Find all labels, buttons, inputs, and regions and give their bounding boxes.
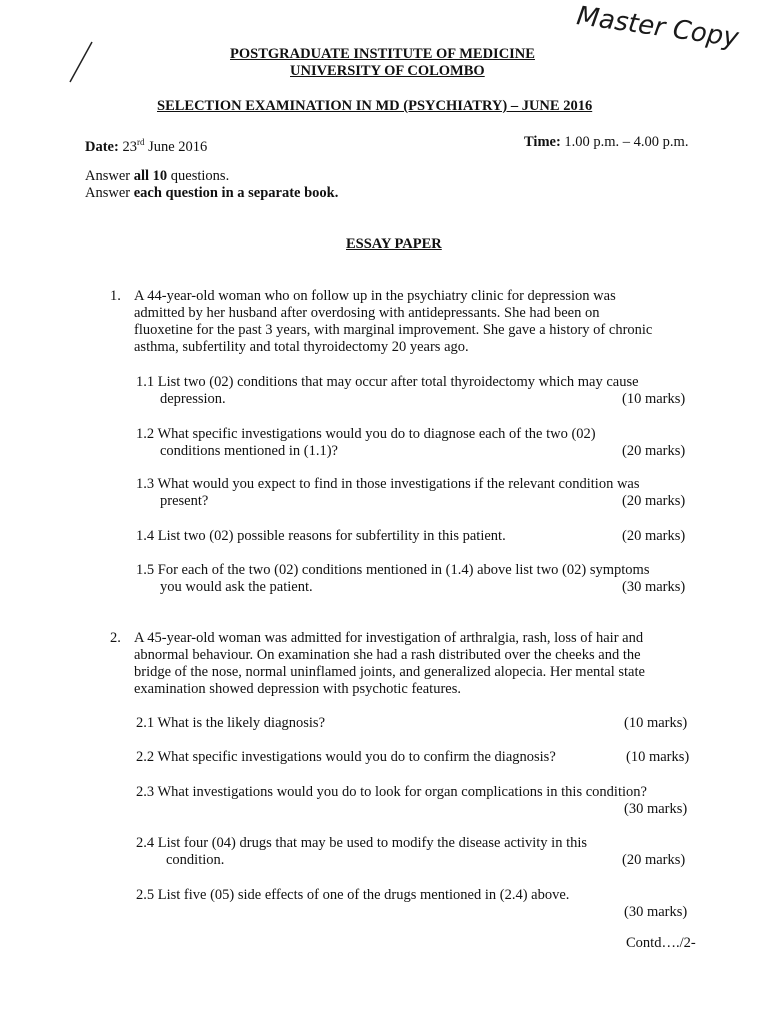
marks-label: (20 marks)	[622, 528, 686, 544]
sub-question-text: 1.5 For each of the two (02) conditions mentioned in (1.4) above list two (02) symptoms	[136, 562, 650, 578]
instruction-text: Answer	[85, 185, 134, 201]
sub-question-text: depression.	[160, 391, 226, 407]
sub-question-text: present?	[160, 493, 209, 509]
marks-label: (20 marks)	[622, 852, 686, 868]
instruction-line-2	[85, 185, 338, 202]
marks-label: (20 marks)	[622, 493, 686, 509]
instruction-emphasis: each question in a separate book.	[133, 185, 339, 201]
sub-question-text: 2.4 List four (04) drugs that may be used to modify the disease activity in this	[136, 835, 588, 851]
sub-question-text: 2.1 What is the likely diagnosis?	[136, 715, 326, 731]
date-label: Date:	[85, 138, 119, 155]
marks-label: (10 marks)	[626, 749, 690, 765]
question-stem-line: A 45-year-old woman was admitted for investigation of arthralgia, rash, loss of hair and	[134, 630, 644, 646]
question-number: 2.	[110, 630, 121, 646]
instruction-text: Answer	[85, 168, 134, 184]
sub-question-text: 1.2 What specific investigations would you do to diagnose each of the two (02)	[136, 426, 596, 442]
sub-question-text: 1.3 What would you expect to find in those investigations if the relevant condition was	[136, 476, 640, 492]
university-name: UNIVERSITY OF COLOMBO	[290, 63, 485, 79]
question-stem-line: A 44-year-old woman who on follow up in the psychiatry clinic for depression was	[134, 288, 616, 304]
institute-name: POSTGRADUATE INSTITUTE OF MEDICINE	[230, 46, 535, 62]
question-stem-line: abnormal behaviour. On examination she had a rash distributed over the cheeks and the	[134, 647, 641, 663]
date-value: 23rd June 2016	[122, 137, 208, 155]
marks-label: (20 marks)	[622, 443, 686, 459]
marks-label: (30 marks)	[624, 801, 688, 817]
marks-label: (30 marks)	[624, 904, 688, 920]
pen-stroke-mark	[62, 40, 102, 85]
question-stem-line: bridge of the nose, normal uninflamed joints, and generalized alopecia. Her mental state	[134, 664, 645, 680]
sub-question-text: 1.4 List two (02) possible reasons for subfertility in this patient.	[136, 528, 506, 544]
instruction-text: questions.	[167, 168, 230, 184]
sub-question-text: 2.3 What investigations would you do to look for organ complications in this condition?	[136, 784, 647, 800]
question-stem-line: admitted by her husband after overdosing with antidepressants. She had been on	[134, 305, 600, 321]
instruction-emphasis: all 10	[133, 168, 168, 184]
marks-label: (10 marks)	[622, 391, 686, 407]
question-number: 1.	[110, 288, 121, 304]
question-stem-line: fluoxetine for the past 3 years, with marginal improvement. She gave a history of chronic	[134, 322, 653, 338]
question-stem-line: examination showed depression with psychotic features.	[134, 681, 461, 697]
marks-label: (10 marks)	[624, 715, 688, 731]
pen-stroke-line	[70, 42, 92, 82]
sub-question-text: condition.	[166, 852, 225, 868]
sub-question-text: you would ask the patient.	[160, 579, 313, 595]
question-stem-line: asthma, subfertility and total thyroidectomy 20 years ago.	[134, 339, 469, 355]
exam-time	[524, 134, 688, 151]
sub-question-text: conditions mentioned in (1.1)?	[160, 443, 338, 459]
exam-date	[85, 134, 207, 156]
continued-footer: Contd…./2-	[626, 935, 696, 951]
handwritten-master-copy-note: Master Copy	[574, 1, 741, 54]
instruction-line-1	[85, 168, 229, 185]
paper-heading: ESSAY PAPER	[346, 236, 442, 252]
time-label: Time:	[524, 134, 561, 150]
time-value: 1.00 p.m. – 4.00 p.m.	[564, 134, 689, 150]
exam-title: SELECTION EXAMINATION IN MD (PSYCHIATRY) – JUNE 2016	[157, 98, 593, 114]
sub-question-text: 2.2 What specific investigations would you do to confirm the diagnosis?	[136, 749, 556, 765]
sub-question-text: 2.5 List five (05) side effects of one of the drugs mentioned in (2.4) above.	[136, 887, 570, 903]
sub-question-text: 1.1 List two (02) conditions that may occur after total thyroidectomy which may cause	[136, 374, 639, 390]
marks-label: (30 marks)	[622, 579, 686, 595]
